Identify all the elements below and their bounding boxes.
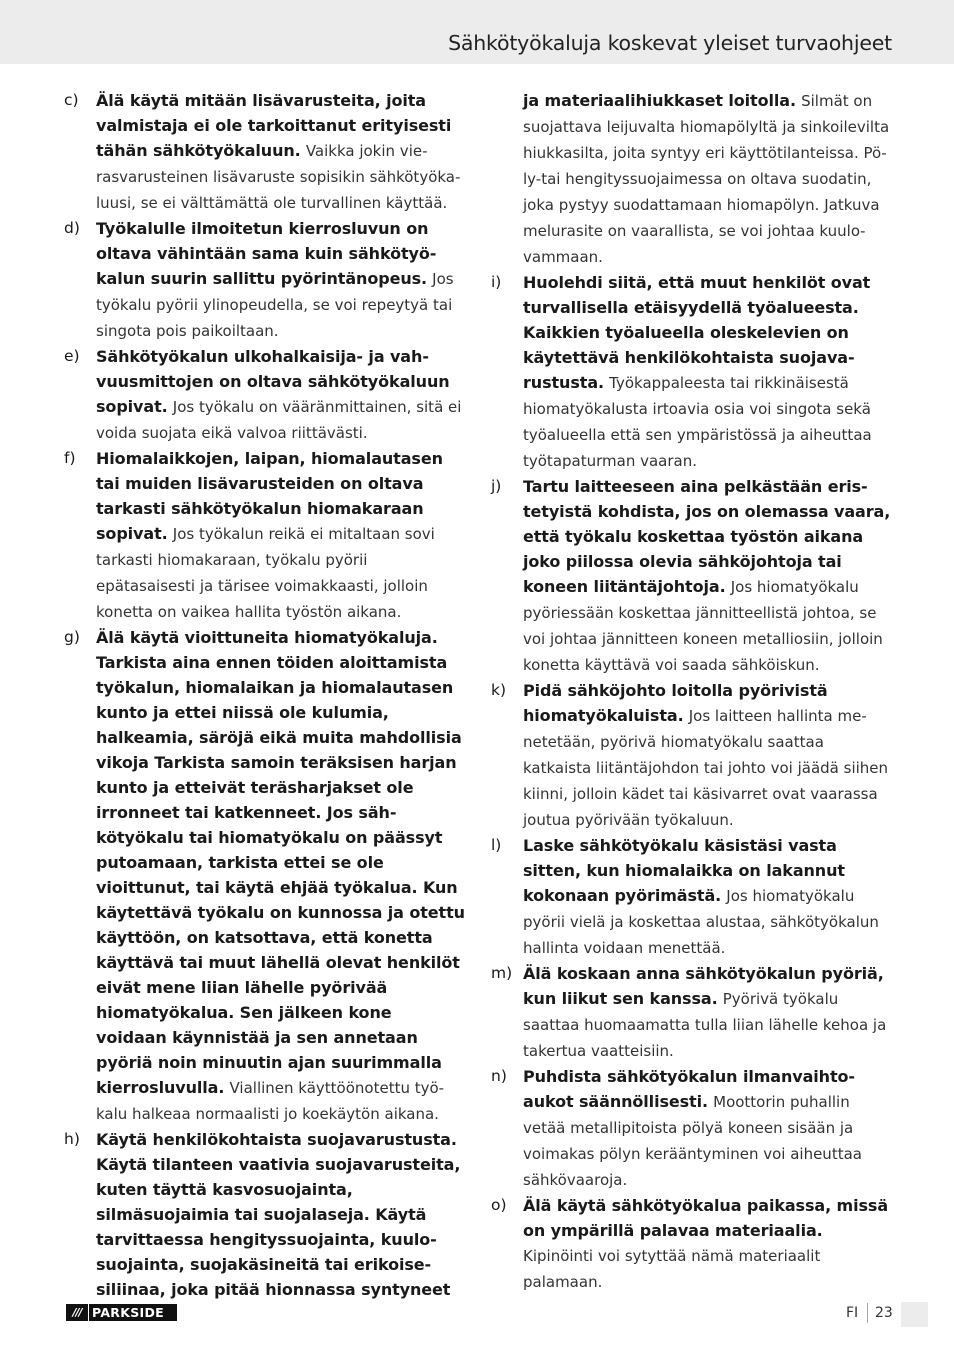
item-normal-text: Pyörivä työkalu saattaa huomaamatta tulla liian lähelle kehoa ja takertua vaatteisiin. [523,990,887,1060]
list-item-d [64,216,466,344]
item-bold-text: Käytä henkilökohtaista suojavarustusta. Käytä tilanteen vaativia suojavarusteita, kuten täyttä kasvosuojainta, silmäsuojaimia tai suojalaseja. Käytä tarvittaessa hengityssuojainta, kuulosuojainta, suojakäsineitä tai erikoisesiliinaa, joka pitää hionnassa syntyneet [96,1130,461,1299]
list-item-m [491,961,893,1064]
item-bold-text: Huolehdi siitä, että muut henkilöt ovat turvallisella etäisyydellä työalueesta. Kaikkien työalueella oleskelevien on käytettävä henkilökohtaista suojavarustusta. [523,273,871,392]
item-letter: j) [491,477,502,495]
item-letter: i) [491,273,502,291]
item-letter: n) [491,1067,507,1085]
item-bold-text: Älä käytä sähkötyökalua paikassa, missä on ympärillä palavaa materiaalia. [523,1196,889,1240]
item-normal-text: Työkappaleesta tai rikkinäisestä hiomatyökalusta irtoavia osia voi singota sekä työalueella että sen ympäristössä ja aiheuttaa työtapaturman vaaran. [523,374,872,470]
language-code: FI [846,1305,859,1321]
page-title: Sähkötyökaluja koskevat yleiset turvaohjeet [448,31,892,55]
list-item-e [64,344,466,446]
list-item-j [491,474,893,678]
list-item-o [491,1193,893,1295]
left-column [64,88,466,1303]
item-bold-text: Puhdista sähkötyökalun ilmanvaihtoaukot säännöllisesti. [523,1067,856,1111]
list-item-n [491,1064,893,1193]
list-item-f [64,446,466,625]
footer-tab-box [901,1302,928,1327]
right-column [491,88,893,1295]
list-item-h-continued [491,88,893,270]
footer-divider [867,1303,868,1323]
item-normal-text: Jos laitteen hallinta menetetään, pyörivä hiomatyökalu saattaa katkaista liitäntäjohdon tai johto voi jäädä siihen kiinni, jolloin kädet tai käsivarret ovat vaarassa joutua pyörivään työkaluun. [523,707,889,829]
item-bold-text: Työkalulle ilmoitetun kierrosluvun on oltava vähintään sama kuin sähkötyökalun suurin sallittu pyörintänopeus. [96,219,437,288]
item-letter: f) [64,449,76,467]
list-item-h [64,1127,466,1303]
item-letter: h) [64,1130,80,1148]
item-letter: c) [64,91,79,109]
list-item-i [491,270,893,474]
item-letter: g) [64,628,80,646]
logo-stripes-icon: /// [66,1304,88,1321]
parkside-logo [66,1304,177,1321]
item-normal-text: Jos työkalu on vääränmittainen, sitä ei voida suojata eikä valvoa riittävästi. [96,398,462,442]
item-normal-text: Jos hiomatyökalu pyöriessään koskettaa jännitteellistä johtoa, se voi johtaa jännitteen koneen metalliosiin, jolloin konetta käyttävä voi saada sähköiskun. [523,578,883,674]
item-bold-text: Hiomalaikkojen, laipan, hiomalautasen tai muiden lisävarusteiden on oltava tarkasti sähkötyökalun hiomakaraan sopivat. [96,449,443,543]
item-bold-text: Pidä sähköjohto loitolla pyörivistä hiomatyökaluista. [523,681,828,725]
item-letter: k) [491,681,507,699]
list-item-l [491,833,893,961]
item-bold-text: Laske sähkötyökalu käsistäsi vasta sitten, kun hiomalaikka on lakannut kokonaan pyörimästä. [523,836,845,905]
item-normal-text: Vaikka jokin vierasvarusteinen lisävaruste sopisikin sähkötyökaluusi, se ei välttämättä ole turvallinen käyttää. [96,142,461,212]
list-item-k [491,678,893,833]
item-letter: o) [491,1196,507,1214]
item-letter: l) [491,836,502,854]
item-letter: m) [491,964,513,982]
item-normal-text: Jos työkalu pyörii ylinopeudella, se voi repeytyä tai singota pois paikoiltaan. [96,270,454,340]
item-normal-text: Viallinen käyttöönotettu työkalu halkeaa normaalisti jo koekäytön aikana. [96,1079,445,1123]
item-letter: d) [64,219,80,237]
item-normal-text: Jos työkalun reikä ei mitaltaan sovi tarkasti hiomakaraan, työkalu pyörii epätasaisesti ja tärisee voimakkaasti, jolloin konetta on vaikea hallita työstön aikana. [96,525,435,621]
item-normal-text: Kipinöinti voi sytyttää nämä materiaalit palamaan. [523,1247,821,1291]
logo-text: PARKSIDE [88,1304,177,1321]
item-bold-text: ja materiaalihiukkaset loitolla. [523,91,796,110]
item-letter: e) [64,347,80,365]
item-bold-text: Älä käytä mitään lisävarusteita, joita valmistaja ei ole tarkoittanut erityisesti tähän sähkötyökaluun. [96,91,452,160]
item-normal-text: Silmät on suojattava leijuvalta hiomapölyltä ja sinkoilevilta hiukkasilta, joita syntyy eri käyttötilanteissa. Pöly-tai hengityssuojaimessa on oltava suodatin, joka pystyy suodattamaan hiomapölyn. Jatkuva melurasite on vaarallista, se voi johtaa kuulovammaan. [523,92,890,266]
item-bold-text: Tartu laitteeseen aina pelkästään eristetyistä kohdista, jos on olemassa vaara, että työkalu koskettaa työstön aikana joko piilossa olevia sähköjohtoja tai koneen liitäntäjohtoja. [523,477,891,596]
item-bold-text: Älä koskaan anna sähkötyökalun pyöriä, kun liikut sen kanssa. [523,964,884,1008]
item-bold-text: Älä käytä vioittuneita hiomatyökaluja. Tarkista aina ennen töiden aloittamista työkalun, hiomalaikan ja hiomalautasen kunto ja ettei niissä ole kulumia, halkeamia, säröjä eikä muita mahdollisia vikoja Tarkista samoin teräksisen harjan kunto ja etteivät teräsharjakset ole irronneet tai katkenneet. Jos sähkötyökalu tai hiomatyökalu on päässyt putoamaan, tarkista ettei se ole vioittunut, tai käytä ehjää työkalua. Kun käytettävä työkalu on kunnossa ja otettu käyttöön, on katsottava, että konetta käyttävä tai muut lähellä olevat henkilöt eivät mene liian lähelle pyörivää hiomatyökalua. Sen jälkeen kone voidaan käynnistää ja sen annetaan pyöriä noin minuutin ajan suurimmalla kierrosluvulla. [96,628,465,1097]
list-item-c [64,88,466,216]
item-normal-text: Moottorin puhallin vetää metallipitoista pölyä koneen sisään ja voimakas pölyn kerääntyminen voi aiheuttaa sähkövaaroja. [523,1093,862,1189]
item-normal-text: Jos hiomatyökalu pyörii vielä ja koskettaa alustaa, sähkötyökalun hallinta voidaan menettää. [523,887,879,957]
list-item-g [64,625,466,1127]
item-bold-text: Sähkötyökalun ulkohalkaisija- ja vahvuusmittojen on oltava sähkötyökaluun sopivat. [96,347,450,416]
page-number: 23 [875,1305,893,1321]
